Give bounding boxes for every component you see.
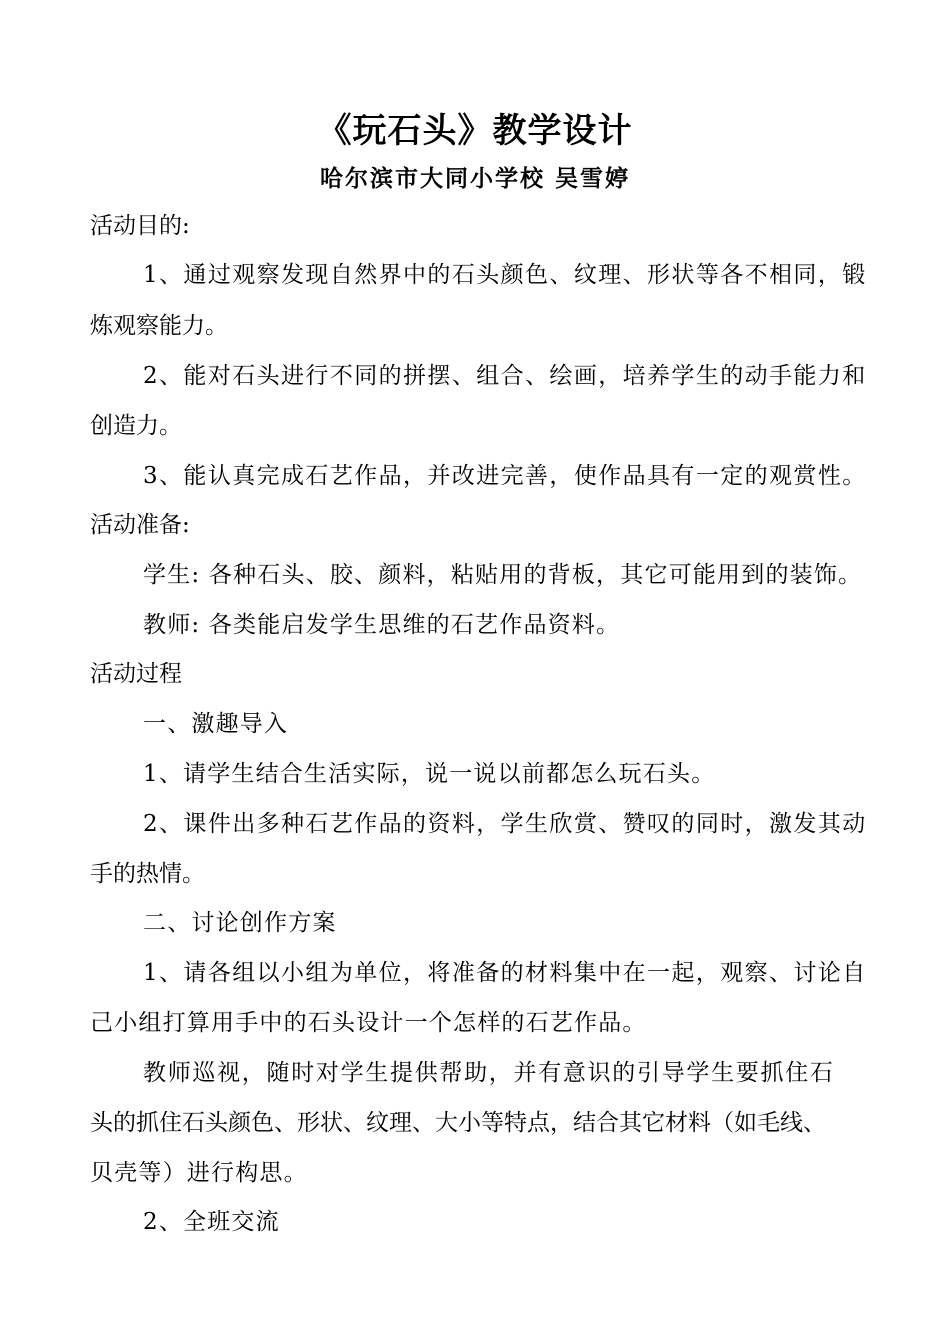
paragraph-line: 己小组打算用手中的石头设计一个怎样的石艺作品。 xyxy=(90,1010,647,1036)
section-heading-goals: 活动目的: xyxy=(90,213,190,239)
paragraph-line: 炼观察能力。 xyxy=(90,313,228,339)
section-heading-preparation: 活动准备: xyxy=(90,512,190,538)
subsection-heading: 一、激趣导入 xyxy=(143,711,289,737)
paragraph-line: 手的热情。 xyxy=(90,861,205,887)
paragraph-line: 1、请各组以小组为单位，将准备的材料集中在一起，观察、讨论自 xyxy=(143,960,867,986)
section-heading-process: 活动过程 xyxy=(90,661,182,687)
paragraph-line: 2、课件出多种石艺作品的资料，学生欣赏、赞叹的同时，激发其动 xyxy=(143,811,867,837)
subsection-heading: 二、讨论创作方案 xyxy=(143,910,337,936)
document-title: 《玩石头》教学设计 xyxy=(317,111,633,151)
paragraph-line: 1、通过观察发现自然界中的石头颜色、纹理、形状等各不相同，锻 xyxy=(143,262,867,288)
paragraph-line: 学生: 各种石头、胶、颜料，粘贴用的背板，其它可能用到的装饰。 xyxy=(143,562,863,588)
paragraph-line: 1、请学生结合生活实际，说一说以前都怎么玩石头。 xyxy=(143,761,716,787)
paragraph-line: 贝壳等）进行构思。 xyxy=(90,1160,308,1186)
paragraph-line: 教师: 各类能启发学生思维的石艺作品资料。 xyxy=(143,612,621,638)
paragraph-line: 2、全班交流 xyxy=(143,1209,280,1235)
paragraph-line: 2、能对石头进行不同的拼摆、组合、绘画，培养学生的动手能力和 xyxy=(143,363,867,389)
paragraph-line: 头的抓住石头颜色、形状、纹理、大小等特点，结合其它材料（如毛线、 xyxy=(90,1110,826,1136)
paragraph-line: 教师巡视，随时对学生提供帮助，并有意识的引导学生要抓住石 xyxy=(143,1060,835,1086)
document-author: 哈尔滨市大同小学校 吴雪婷 xyxy=(319,165,630,192)
paragraph-line: 创造力。 xyxy=(90,413,182,439)
paragraph-line: 3、能认真完成石艺作品，并改进完善，使作品具有一定的观赏性。 xyxy=(143,463,867,489)
